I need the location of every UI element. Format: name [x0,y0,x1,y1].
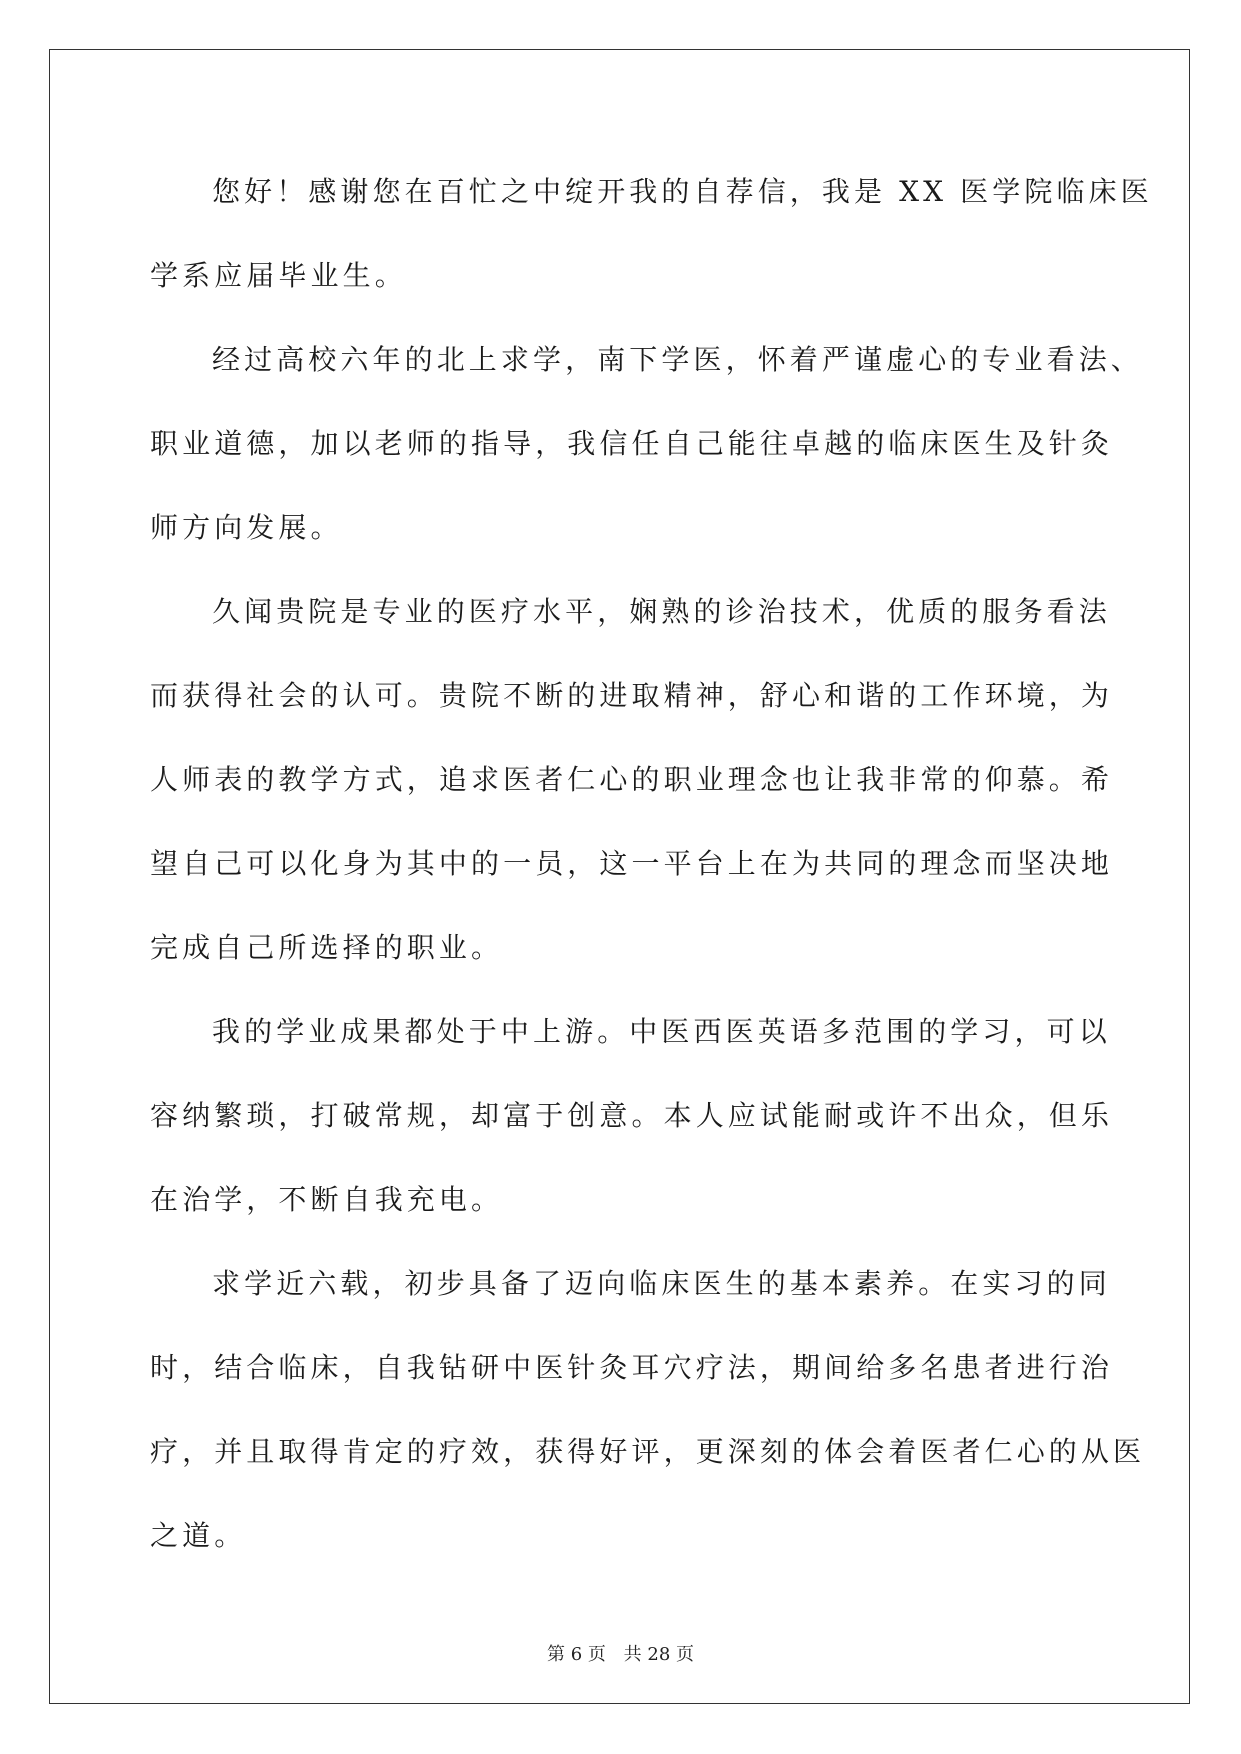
paragraph-line: 在治学，不断自我充电。 [150,1183,504,1216]
paragraph-line: 而获得社会的认可。贵院不断的进取精神，舒心和谐的工作环境，为 [150,679,1114,712]
page-number: 第 6 页 [547,1644,606,1665]
page-total: 共 28 页 [623,1644,694,1665]
paragraph-line: 经过高校六年的北上求学，南下学医，怀着严谨虚心的专业看法、 [212,343,1143,376]
paragraph-line: 我的学业成果都处于中上游。中医西医英语多范围的学习，可以 [212,1015,1111,1048]
page-footer [0,1640,1241,1666]
paragraph-line: 人师表的教学方式，追求医者仁心的职业理念也让我非常的仰慕。希 [150,763,1114,796]
paragraph-line: 学系应届毕业生。 [150,259,407,292]
document-body [150,150,1153,1578]
paragraph-line: 完成自己所选择的职业。 [150,931,504,964]
paragraph-line: 时，结合临床，自我钻研中医针灸耳穴疗法，期间给多名患者进行治 [150,1351,1114,1384]
paragraph-line: 师方向发展。 [150,511,343,544]
paragraph-line: 望自己可以化身为其中的一员，这一平台上在为共同的理念而坚决地 [150,847,1114,880]
paragraph-line: 之道。 [150,1519,247,1552]
paragraph-line: 疗，并且取得肯定的疗效，获得好评，更深刻的体会着医者仁心的从医 [150,1435,1146,1468]
paragraph-line: 您好！感谢您在百忙之中绽开我的自荐信，我是 XX 医学院临床医 [212,175,1153,208]
paragraph-line: 求学近六载，初步具备了迈向临床医生的基本素养。在实习的同 [212,1267,1111,1300]
paragraph-line: 容纳繁琐，打破常规，却富于创意。本人应试能耐或许不出众，但乐 [150,1099,1114,1132]
paragraph-line: 久闻贵院是专业的医疗水平，娴熟的诊治技术，优质的服务看法 [212,595,1111,628]
paragraph-line: 职业道德，加以老师的指导，我信任自己能往卓越的临床医生及针灸 [150,427,1114,460]
